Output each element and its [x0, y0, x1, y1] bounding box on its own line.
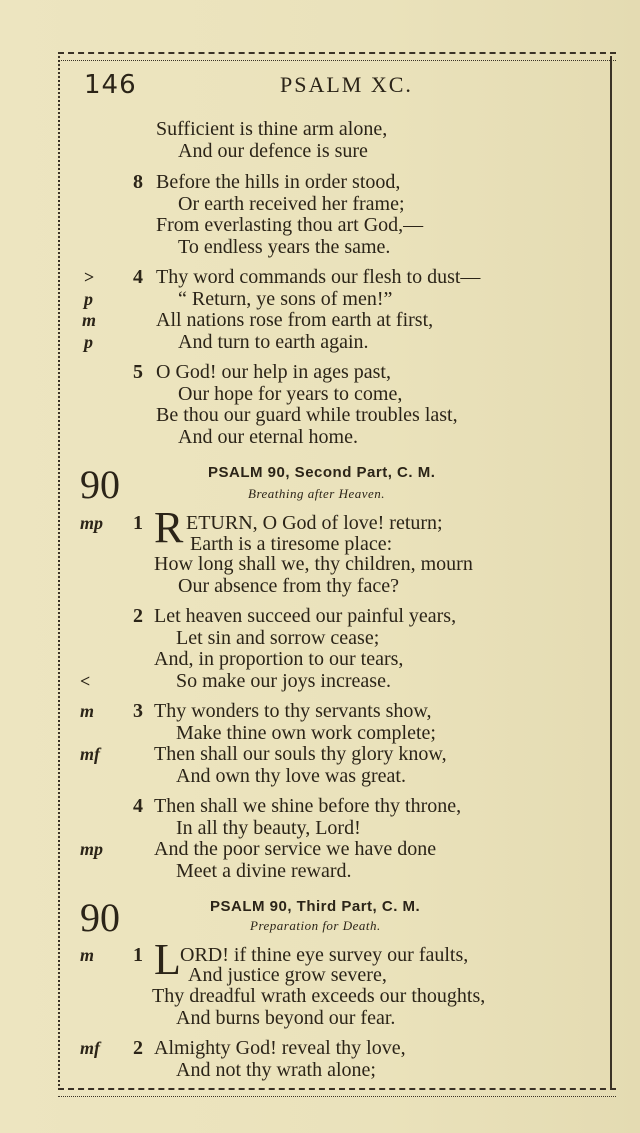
- verse-line: Thy word commands our flesh to dust—: [156, 266, 481, 288]
- running-title: PSALM XC.: [280, 72, 413, 97]
- dynamic-mark: p: [84, 289, 93, 309]
- left-border-rule: [58, 56, 64, 1090]
- right-border-rule: [610, 56, 616, 1090]
- dynamic-mark: mp: [80, 839, 104, 859]
- psalm-subheading: Breathing after Heaven.: [248, 486, 386, 501]
- page-header: [84, 70, 594, 100]
- drop-capital: L: [154, 935, 181, 984]
- verse-number: 5: [133, 361, 143, 383]
- verse-line: So make our joys increase.: [176, 670, 391, 692]
- dynamic-mark: >: [84, 267, 95, 287]
- dynamic-mark: mp: [80, 513, 104, 533]
- verse-line: Let heaven succeed our painful years,: [154, 605, 457, 627]
- verse-line: To endless years the same.: [178, 236, 391, 258]
- verse-line: And, in proportion to our tears,: [154, 648, 404, 670]
- drop-capital: R: [154, 503, 184, 552]
- verse-number: 1: [133, 944, 143, 966]
- verse-line: Earth is a tiresome place:: [190, 533, 393, 555]
- verse-line: Or earth received her frame;: [178, 193, 405, 215]
- verse-line: And the poor service we have done: [154, 838, 437, 860]
- verse-number: 8: [133, 171, 143, 193]
- dynamic-mark: <: [80, 671, 91, 691]
- verse-number: 4: [133, 266, 143, 288]
- top-border-rule: [58, 52, 616, 61]
- verse-line: Let sin and sorrow cease;: [176, 627, 380, 649]
- dynamic-mark: mf: [80, 1038, 100, 1058]
- verse-line: Thy wonders to thy servants show,: [154, 700, 432, 722]
- verse-line: And justice grow severe,: [188, 964, 387, 986]
- verse-line: All nations rose from earth at first,: [156, 309, 434, 331]
- verse-number: 1: [133, 512, 143, 534]
- verse-line: And own thy love was great.: [176, 765, 406, 787]
- dynamic-mark: p: [84, 332, 93, 352]
- verse-line: “ Return, ye sons of men!”: [178, 288, 393, 310]
- verse-line: Make thine own work complete;: [176, 722, 436, 744]
- hymn-number: 90: [80, 462, 120, 507]
- verse-number: 2: [133, 605, 143, 627]
- verse-line: Then shall we shine before thy throne,: [154, 795, 462, 817]
- verse-number: 2: [133, 1037, 143, 1059]
- verse-line: Before the hills in order stood,: [156, 171, 401, 193]
- dynamic-mark: m: [82, 310, 97, 330]
- verse-line: Meet a divine reward.: [176, 860, 352, 882]
- dynamic-mark: m: [80, 945, 95, 965]
- verse-line: Our absence from thy face?: [178, 575, 399, 597]
- verse-line: And turn to earth again.: [178, 331, 369, 353]
- psalm-subheading: Preparation for Death.: [250, 918, 381, 933]
- verse-line: Almighty God! reveal thy love,: [154, 1037, 406, 1059]
- hymn-number: 90: [80, 895, 120, 940]
- verse-line: Sufficient is thine arm alone,: [156, 118, 388, 140]
- verse-line: How long shall we, thy children, mourn: [154, 553, 473, 575]
- dynamic-mark: mf: [80, 744, 100, 764]
- verse-line: ORD! if thine eye survey our faults,: [180, 944, 469, 966]
- verse-line: In all thy beauty, Lord!: [176, 817, 361, 839]
- verse-line: And not thy wrath alone;: [176, 1059, 376, 1081]
- bottom-border-rule: [58, 1088, 616, 1097]
- verse-line: Thy dreadful wrath exceeds our thoughts,: [152, 985, 486, 1007]
- psalm-heading: PSALM 90, Third Part, C. M.: [210, 898, 421, 915]
- verse-line: Be thou our guard while troubles last,: [156, 404, 458, 426]
- verse-line: And our eternal home.: [178, 426, 358, 448]
- dynamic-mark: m: [80, 701, 95, 721]
- psalm-heading: PSALM 90, Second Part, C. M.: [208, 464, 436, 481]
- verse-line: Then shall our souls thy glory know,: [154, 743, 447, 765]
- verse-line: And burns beyond our fear.: [176, 1007, 396, 1029]
- verse-line: ETURN, O God of love! return;: [186, 512, 443, 534]
- verse-line: O God! our help in ages past,: [156, 361, 391, 383]
- verse-line: And our defence is sure: [178, 140, 368, 162]
- verse-number: 3: [133, 700, 143, 722]
- page-number: 146: [84, 70, 137, 100]
- verse-number: 4: [133, 795, 143, 817]
- verse-line: From everlasting thou art God,—: [156, 214, 424, 236]
- verse-line: Our hope for years to come,: [178, 383, 403, 405]
